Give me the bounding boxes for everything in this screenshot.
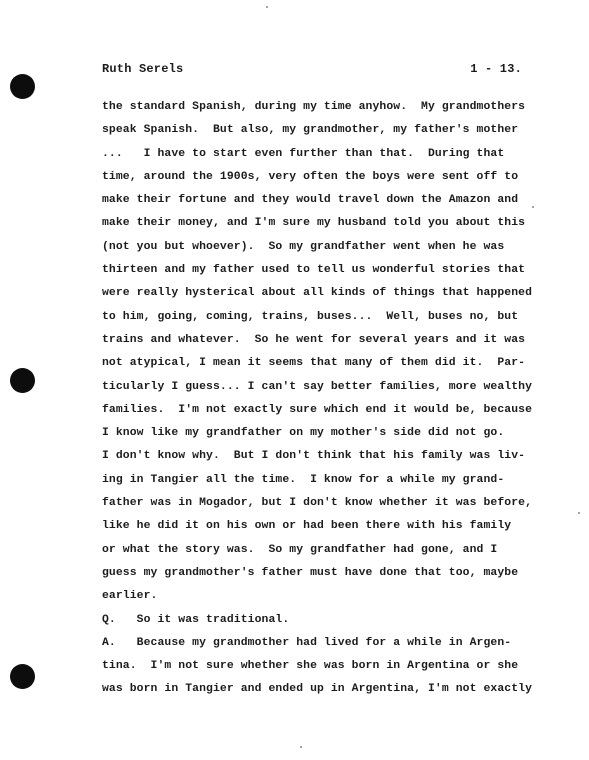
text-line: like he did it on his own or had been there with his family [102,520,512,533]
text-line: not atypical, I mean it seems that many of them did it. Par- [102,357,526,370]
punch-hole [10,368,35,393]
text-line: ing in Tangier all the time. I know for a while my grand- [102,473,505,486]
text-line: to him, going, coming, trains, buses... Well, buses no, but [102,310,519,323]
text-line: guess my grandmother's father must have done that too, maybe [102,566,519,579]
text-line: speak Spanish. But also, my grandmother, my father's mother [102,124,519,137]
text-line: make their fortune and they would travel down the Amazon and [102,194,519,207]
text-line: trains and whatever. So he went for several years and it was [102,333,526,346]
text-line: father was in Mogador, but I don't know whether it was before, [102,497,533,510]
text-line: (not you but whoever). So my grandfather went when he was [102,240,505,253]
text-line: tina. I'm not sure whether she was born in Argentina or she [102,660,519,673]
text-line: I don't know why. But I don't think that his family was liv- [102,450,526,463]
text-line: ticularly I guess... I can't say better families, more wealthy [102,380,533,393]
text-line: earlier. [102,590,158,603]
transcript-body [102,96,532,702]
scan-speck [578,512,580,514]
text-line: thirteen and my father used to tell us wonderful stories that [102,264,526,277]
interviewee-name: Ruth Serels [102,62,184,76]
text-line: Q. So it was traditional. [102,613,290,626]
punch-hole [10,74,35,99]
text-line: were really hysterical about all kinds of things that happened [102,287,533,300]
scan-speck [266,6,268,8]
text-line: the standard Spanish, during my time anyhow. My grandmothers [102,101,526,113]
text-line: was born in Tangier and ended up in Argentina, I'm not exactly [102,683,533,696]
scan-speck [300,746,302,748]
text-line: A. Because my grandmother had lived for a while in Argen- [102,636,512,649]
text-line: families. I'm not exactly sure which end it would be, because [102,403,533,416]
text-line: or what the story was. So my grandfather had gone, and I [102,543,498,556]
text-line: ... I have to start even further than that. During that [102,147,505,160]
punch-hole [10,664,35,689]
text-line: time, around the 1900s, very often the boys were sent off to [102,170,519,183]
page-number: 1 - 13. [470,62,522,76]
text-line: I know like my grandfather on my mother's side did not go. [102,427,505,440]
scan-speck [532,206,534,208]
text-line: make their money, and I'm sure my husband told you about this [102,217,526,230]
